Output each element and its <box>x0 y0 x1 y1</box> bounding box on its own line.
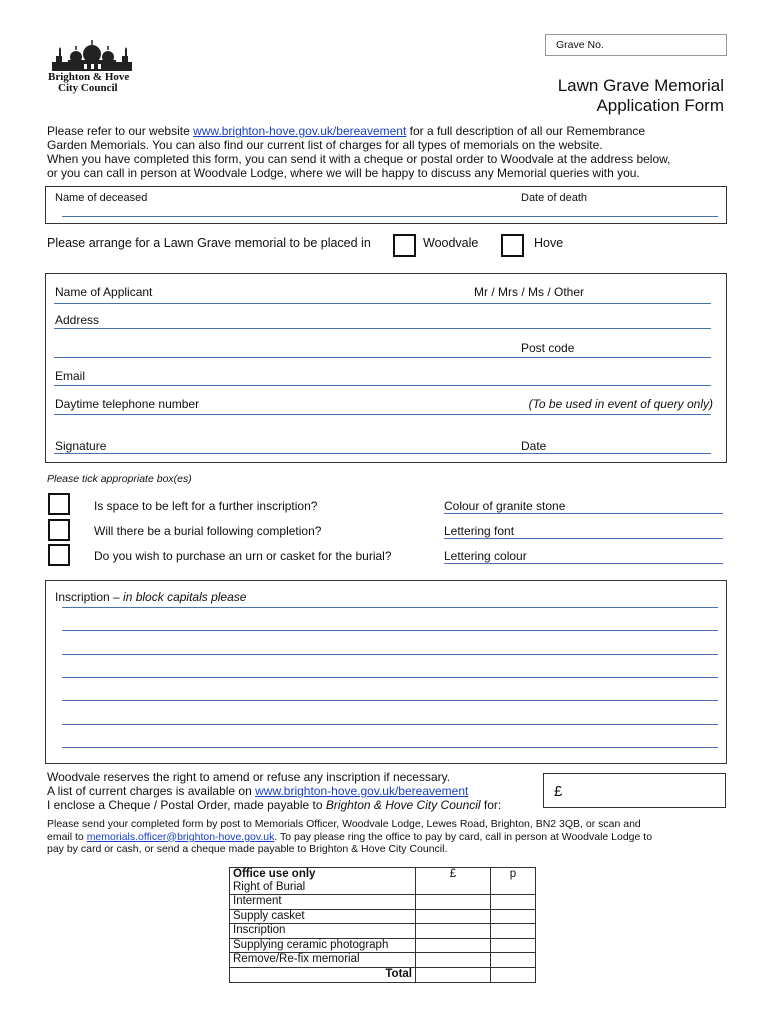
send-instructions <box>47 818 652 856</box>
burial-following-checkbox[interactable] <box>48 519 70 541</box>
office-row-label: Remove/Re-fix memorial <box>230 953 416 968</box>
hove-label: Hove <box>534 236 564 250</box>
table-row <box>230 895 536 910</box>
charges-text: A list of current charges is available on <box>47 784 256 798</box>
office-use-table <box>229 867 536 983</box>
pence-total-cell[interactable] <box>491 967 536 982</box>
address-input-2[interactable] <box>54 357 711 358</box>
form-title-line2: Application Form <box>596 96 724 115</box>
pound-cell[interactable] <box>416 953 491 968</box>
memorials-email-link[interactable]: memorials.officer@brighton-hove.gov.uk <box>86 830 275 843</box>
office-row-label: Interment <box>230 895 416 910</box>
placement-text: Please arrange for a Lawn Grave memorial to be placed in <box>47 236 371 250</box>
pence-cell[interactable] <box>491 909 536 924</box>
death-date-label: Date of death <box>521 192 588 204</box>
phone-label: Daytime telephone number <box>55 397 200 411</box>
signature-input[interactable] <box>54 453 711 454</box>
pence-cell[interactable] <box>491 924 536 939</box>
bereavement-link[interactable]: www.brighton-hove.gov.uk/bereavement <box>193 124 407 138</box>
grave-no-label: Grave No. <box>556 39 604 51</box>
pence-cell[interactable] <box>491 895 536 910</box>
lettering-font-label: Lettering font <box>444 524 515 538</box>
inscription-line-7[interactable] <box>62 747 718 748</box>
inscription-label-text: Inscription – <box>55 590 124 604</box>
intro-line1-post: for a full description of all our Remembrance <box>406 124 646 138</box>
inscription-line-3[interactable] <box>62 654 718 655</box>
address-input-1[interactable] <box>54 328 711 329</box>
intro-text <box>47 124 747 180</box>
deceased-name-input[interactable] <box>62 216 718 217</box>
pound-cell[interactable] <box>416 895 491 910</box>
office-use-heading-cell <box>230 868 416 895</box>
pence-cell[interactable] <box>491 953 536 968</box>
address-label: Address <box>55 313 100 327</box>
footer-statements <box>47 770 501 812</box>
inscription-label-italic: in block capitals please <box>123 590 247 604</box>
inscription-line-1[interactable] <box>62 607 718 608</box>
granite-colour-input[interactable] <box>444 513 723 514</box>
intro-line1-pre: Please refer to our website <box>47 124 194 138</box>
table-row <box>230 909 536 924</box>
table-row <box>230 868 536 895</box>
pound-total-cell[interactable] <box>416 967 491 982</box>
urn-casket-checkbox[interactable] <box>48 544 70 566</box>
office-use-heading: Office use only <box>233 868 316 880</box>
pence-cell[interactable] <box>491 938 536 953</box>
send-line2-post: . To pay please ring the office to pay by card, call in person at Woodvale Lodge to <box>274 830 653 843</box>
intro-line4: or you can call in person at Woodvale Lodge, where we will be happy to discuss any Memorial queries with you. <box>47 166 640 180</box>
form-title-line1: Lawn Grave Memorial <box>557 76 724 95</box>
inscription-line-4[interactable] <box>62 677 718 678</box>
pound-cell[interactable] <box>416 909 491 924</box>
enclose-payee: Brighton & Hove City Council <box>325 798 481 812</box>
council-logo <box>46 40 138 94</box>
email-label: Email <box>55 369 86 383</box>
office-row-label: Supplying ceramic photograph <box>230 938 416 953</box>
applicant-name-label: Name of Applicant <box>55 285 153 299</box>
lettering-colour-input[interactable] <box>444 563 723 564</box>
office-row-label: Right of Burial <box>233 881 306 893</box>
inscription-line-6[interactable] <box>62 724 718 725</box>
office-row-label: Supply casket <box>230 909 416 924</box>
phone-note: (To be used in event of query only) <box>528 397 713 411</box>
postcode-label: Post code <box>521 341 575 355</box>
send-line3: pay by card or cash, or send a cheque made payable to Brighton & Hove City Council. <box>47 843 448 855</box>
table-row <box>230 924 536 939</box>
office-total-label: Total <box>230 967 416 982</box>
enclose-for: for: <box>480 798 502 812</box>
pound-column-header: £ <box>416 868 491 895</box>
org-name-line1: Brighton & Hove <box>48 71 130 83</box>
send-line2-pre: email to <box>47 830 87 843</box>
email-input[interactable] <box>54 385 711 386</box>
tick-heading: Please tick appropriate box(es) <box>47 473 192 485</box>
send-line1: Please send your completed form by post to Memorials Officer, Woodvale Lodge, Lewes Road, Brighton, BN2 3QB, or scan and <box>47 818 641 830</box>
phone-input[interactable] <box>54 414 711 415</box>
applicant-title-label: Mr / Mrs / Ms / Other <box>474 285 584 299</box>
granite-colour-label: Colour of granite stone <box>444 499 566 513</box>
table-row <box>230 938 536 953</box>
lettering-font-input[interactable] <box>444 538 723 539</box>
pence-column-header: p <box>491 868 536 895</box>
grave-no-field[interactable] <box>545 34 727 56</box>
office-row-label: Inscription <box>230 924 416 939</box>
inscription-label <box>55 590 246 604</box>
intro-line3: When you have completed this form, you can send it with a cheque or postal order to Woodvale at the address below, <box>47 152 671 166</box>
urn-casket-question: Do you wish to purchase an urn or casket for the burial? <box>94 549 392 563</box>
woodvale-label: Woodvale <box>423 236 479 250</box>
intro-line2: Garden Memorials. You can also find our current list of charges for all types of memorials on the website. <box>47 138 603 152</box>
pavilion-icon <box>46 40 138 72</box>
inscription-line-5[interactable] <box>62 700 718 701</box>
table-row <box>230 967 536 982</box>
table-row <box>230 953 536 968</box>
further-inscription-checkbox[interactable] <box>48 493 70 515</box>
org-name-line2: City Council <box>58 82 118 94</box>
applicant-section <box>45 273 727 463</box>
woodvale-checkbox[interactable] <box>393 234 416 257</box>
signature-label: Signature <box>55 439 107 453</box>
lettering-colour-label: Lettering colour <box>444 549 527 563</box>
signature-date-label: Date <box>521 439 547 453</box>
charges-link[interactable]: www.brighton-hove.gov.uk/bereavement <box>255 784 469 798</box>
reserve-text: Woodvale reserves the right to amend or refuse any inscription if necessary. <box>47 770 451 784</box>
burial-following-question: Will there be a burial following completion? <box>94 524 322 538</box>
hove-checkbox[interactable] <box>501 234 524 257</box>
pound-cell[interactable] <box>416 938 491 953</box>
further-inscription-question: Is space to be left for a further inscription? <box>94 499 318 513</box>
pound-sign: £ <box>554 783 563 800</box>
pound-cell[interactable] <box>416 924 491 939</box>
payment-amount-field[interactable] <box>543 773 726 808</box>
applicant-name-input[interactable] <box>54 303 711 304</box>
deceased-name-label: Name of deceased <box>55 192 148 204</box>
inscription-line-2[interactable] <box>62 630 718 631</box>
enclose-text: I enclose a Cheque / Postal Order, made payable to <box>47 798 326 812</box>
